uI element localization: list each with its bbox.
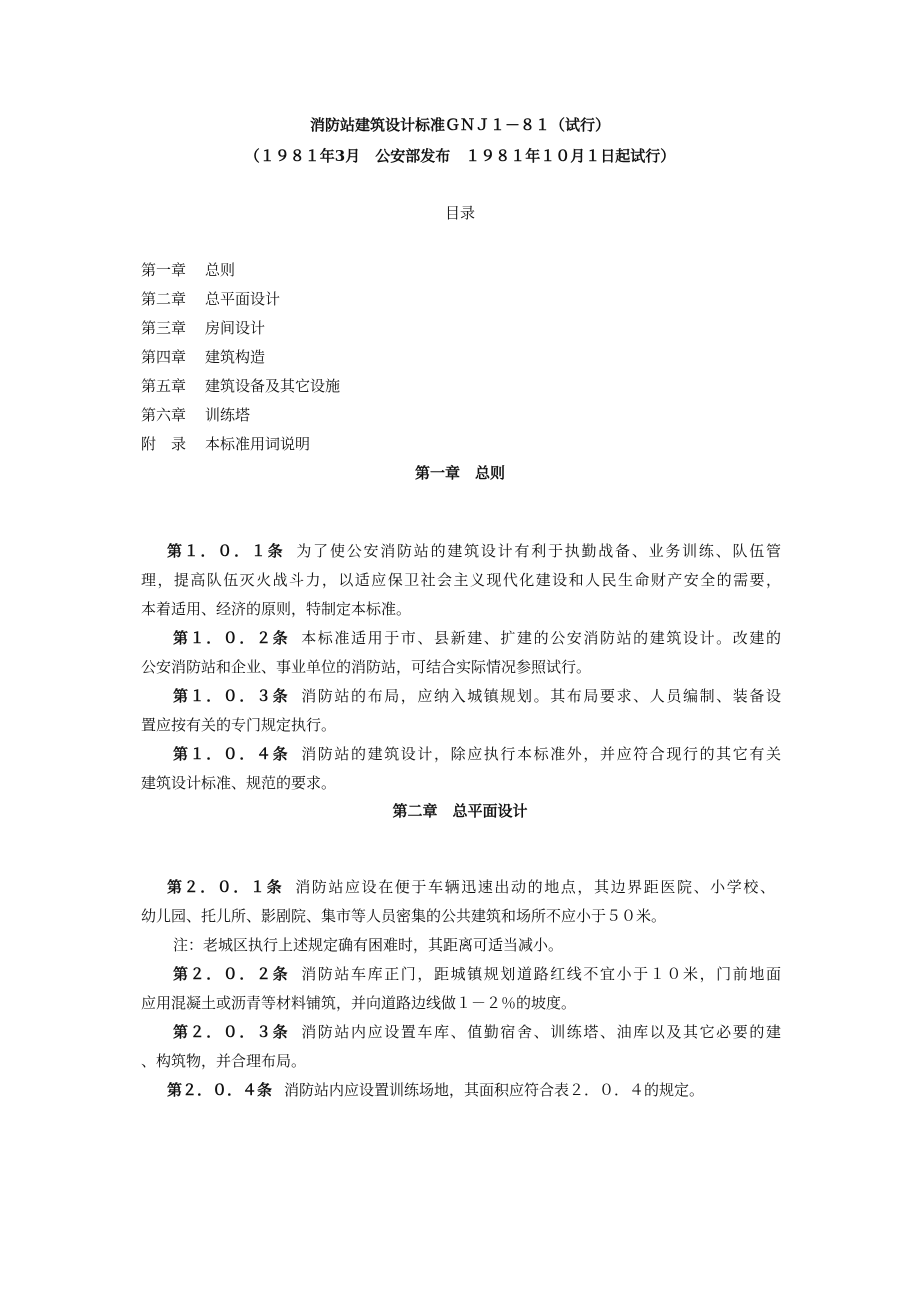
article-text: 消防站的布局，应纳入城镇规划。其布局要求、人员编制、装备设 xyxy=(301,687,781,705)
article-text: 消防站内应设置训练场地，其面积应符合表２．０．４的规定。 xyxy=(284,1081,705,1099)
toc-item-number: 第一章 xyxy=(141,261,187,279)
toc-item[interactable] xyxy=(141,289,280,309)
article-line xyxy=(167,1080,775,1100)
article-line: 应用混凝土或沥青等材料铺筑，并向道路边线做１－２％的坡度。 xyxy=(141,994,577,1012)
article-label: 第１．０．４条 xyxy=(173,745,290,763)
toc-item-number: 第六章 xyxy=(141,406,187,424)
toc-item-label: 本标准用词说明 xyxy=(205,435,311,453)
document-subtitle: （１９８１年3月 公安部发布 １９８１年１０月１日起试行） xyxy=(244,147,676,165)
toc-item-number: 附 录 xyxy=(141,435,187,453)
article-line: 公安消防站和企业、事业单位的消防站，可结合实际情况参照试行。 xyxy=(141,658,592,676)
article-line: 置应按有关的专门规定执行。 xyxy=(141,716,337,734)
article-line xyxy=(173,1022,781,1042)
article-label: 第２．０．３条 xyxy=(173,1023,290,1041)
toc-item-label: 总平面设计 xyxy=(205,290,281,308)
toc-item-label: 建筑设备及其它设施 xyxy=(205,377,341,395)
toc-item[interactable] xyxy=(141,405,250,425)
article-text: 本标准适用于市、县新建、扩建的公安消防站的建筑设计。改建的 xyxy=(301,629,781,647)
article-line: 本着适用、经济的原则，特制定本标准。 xyxy=(141,600,412,618)
note-line: 注：老城区执行上述规定确有困难时，其距离可适当减小。 xyxy=(173,936,564,954)
article-line: 幼儿园、托儿所、影剧院、集市等人员密集的公共建筑和场所不应小于５０米。 xyxy=(141,907,667,925)
toc-item-number: 第二章 xyxy=(141,290,187,308)
article-label: 第２．０．２条 xyxy=(173,965,290,983)
article-label: 第２．０．４条 xyxy=(167,1081,273,1099)
article-label: 第１．０．２条 xyxy=(173,629,290,647)
article-text: 为了使公安消防站的建筑设计有利于执勤战备、业务训练、队伍管 xyxy=(296,542,781,560)
toc-item-label: 总则 xyxy=(205,261,236,279)
toc-heading: 目录 xyxy=(444,204,475,222)
chapter-1-heading: 第一章 总则 xyxy=(414,464,505,482)
toc-item[interactable] xyxy=(141,318,265,338)
toc-item[interactable] xyxy=(141,260,235,280)
toc-item[interactable] xyxy=(141,434,310,454)
toc-item-label: 训练塔 xyxy=(205,406,251,424)
article-line xyxy=(167,541,781,561)
toc-item-number: 第三章 xyxy=(141,319,187,337)
article-text: 消防站内应设置车库、值勤宿舍、训练塔、油库以及其它必要的建 xyxy=(301,1023,781,1041)
article-line xyxy=(173,744,781,764)
toc-item-label: 房间设计 xyxy=(205,319,266,337)
article-text: 消防站车库正门，距城镇规划道路红线不宜小于１０米，门前地面 xyxy=(301,965,781,983)
title-text: 消防站建筑设计标准ＧＮＪ１－８１（试行） xyxy=(309,116,610,134)
article-line: 理，提高队伍灭火战斗力，以适应保卫社会主义现代化建设和人民生命财产安全的需要， xyxy=(141,571,781,589)
chapter-2-heading: 第二章 总平面设计 xyxy=(392,802,528,820)
toc-item[interactable] xyxy=(141,347,265,367)
article-label: 第１．０．３条 xyxy=(173,687,290,705)
article-line: 、构筑物，并合理布局。 xyxy=(141,1052,307,1070)
toc-item-number: 第四章 xyxy=(141,348,187,366)
article-line: 建筑设计标准、规范的要求。 xyxy=(141,774,337,792)
article-text: 消防站的建筑设计，除应执行本标准外，并应符合现行的其它有关 xyxy=(301,745,781,763)
article-line xyxy=(173,628,781,648)
toc-item-number: 第五章 xyxy=(141,377,187,395)
document-title xyxy=(0,115,920,135)
article-line xyxy=(167,877,775,897)
article-label: 第１．０．１条 xyxy=(167,542,285,560)
toc-item[interactable] xyxy=(141,376,340,396)
article-line xyxy=(173,686,781,706)
article-text: 消防站应设在便于车辆迅速出动的地点，其边界距医院、小学校、 xyxy=(295,878,775,896)
toc-item-label: 建筑构造 xyxy=(205,348,266,366)
article-label: 第２．０．１条 xyxy=(167,878,284,896)
article-line xyxy=(173,964,781,984)
